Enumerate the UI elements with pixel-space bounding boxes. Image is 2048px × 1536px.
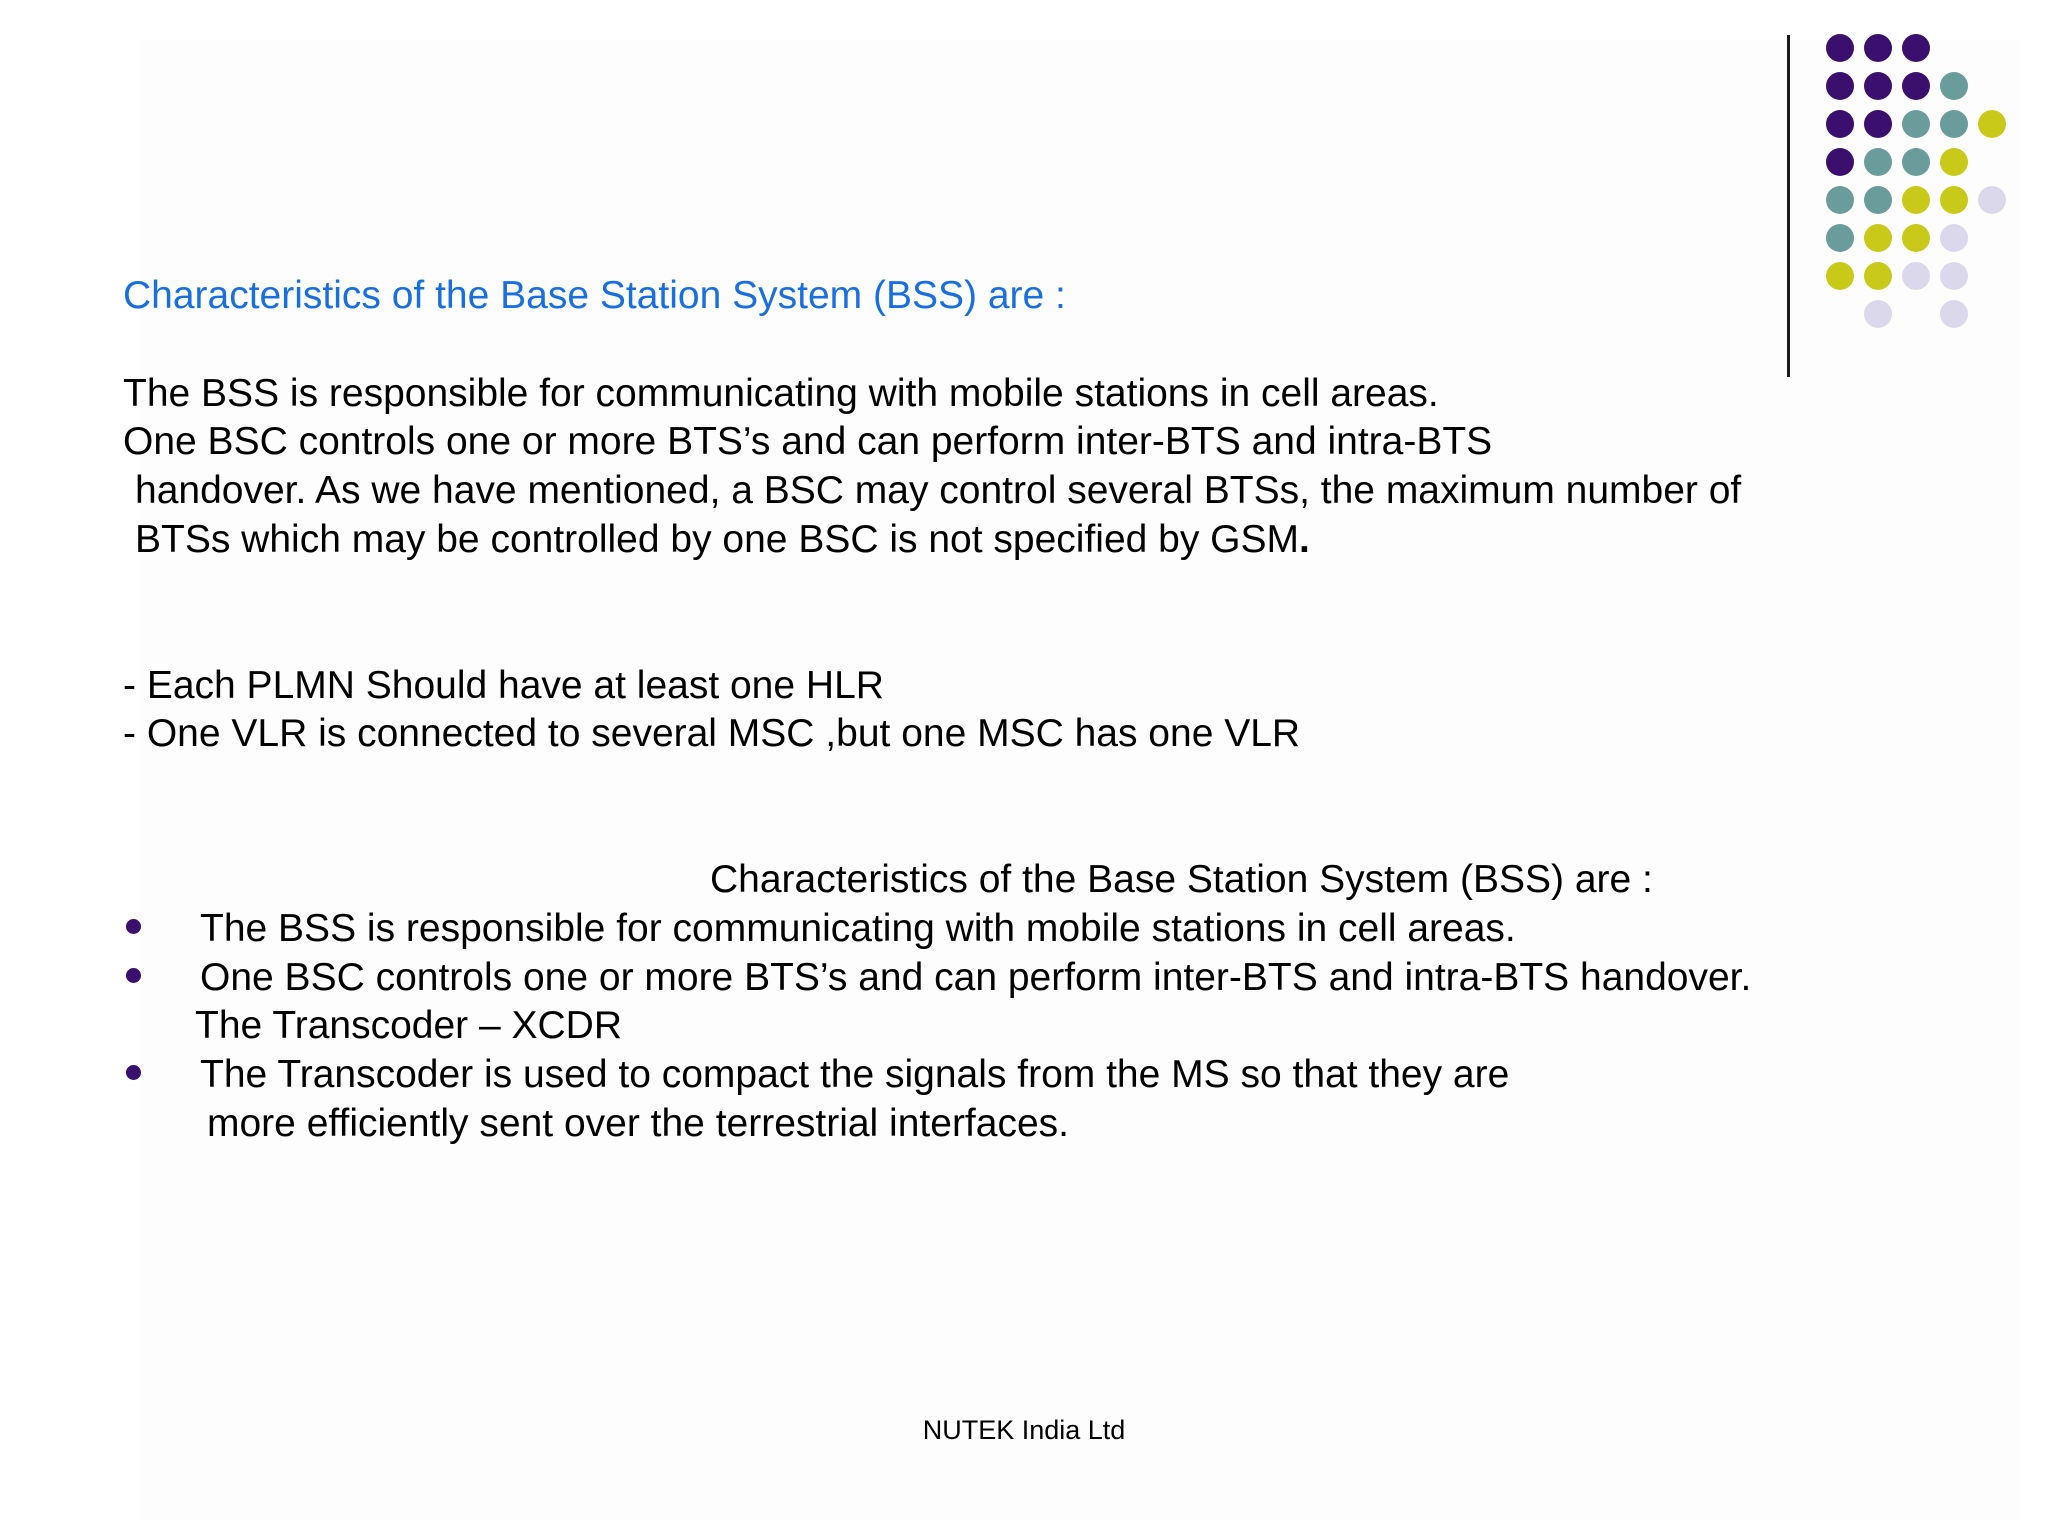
note-vlr: - One VLR is connected to several MSC ,but one MSC has one VLR (123, 712, 1301, 755)
decorative-dot (1940, 186, 1968, 214)
transcoder-subheading: The Transcoder – XCDR (195, 1004, 623, 1047)
decorative-dot (1902, 148, 1930, 176)
decorative-dot (1826, 186, 1854, 214)
decorative-dot (1902, 110, 1930, 138)
decorative-dot (1902, 224, 1930, 252)
paragraph-line-4-period: . (1299, 518, 1310, 561)
decorative-dot (1826, 34, 1854, 62)
note-hlr: - Each PLMN Should have at least one HLR (123, 664, 884, 707)
decorative-dot (1864, 72, 1892, 100)
bullet-2-text: One BSC controls one or more BTS’s and can perform inter-BTS and intra-BTS handover. (200, 956, 1752, 999)
decorative-dot (1940, 300, 1968, 328)
bullet-dot-3 (126, 1065, 141, 1080)
decorative-dot (1826, 72, 1854, 100)
slide-background (140, 40, 2020, 1520)
decorative-dot (1864, 224, 1892, 252)
heading: Characteristics of the Base Station System (BSS) are : (123, 274, 1066, 317)
decorative-dot (1978, 186, 2006, 214)
decorative-dot (1902, 72, 1930, 100)
footer-company: NUTEK India Ltd (922, 1415, 1126, 1445)
decorative-dot (1902, 186, 1930, 214)
decorative-dot (1826, 110, 1854, 138)
decorative-dot (1940, 224, 1968, 252)
decorative-dot (1940, 72, 1968, 100)
decorative-dot (1864, 262, 1892, 290)
paragraph-line-1: The BSS is responsible for communicating with mobile stations in cell areas. (123, 372, 1439, 415)
decorative-dot (1978, 110, 2006, 138)
decorative-dot (1826, 262, 1854, 290)
bullet-3-text-line-1: The Transcoder is used to compact the signals from the MS so that they are (200, 1053, 1510, 1096)
decorative-dot (1940, 110, 1968, 138)
decorative-dot (1864, 148, 1892, 176)
decorative-dot (1902, 34, 1930, 62)
section2-title: Characteristics of the Base Station System (BSS) are : (710, 858, 1653, 901)
decorative-dot (1902, 262, 1930, 290)
vertical-divider (1787, 35, 1790, 377)
bullet-dot-1 (126, 919, 141, 934)
bullet-dot-2 (126, 968, 141, 983)
decorative-dot (1864, 186, 1892, 214)
bullet-1-text: The BSS is responsible for communicating with mobile stations in cell areas. (200, 907, 1516, 950)
paragraph-line-4 (135, 516, 1310, 564)
paragraph-line-3: handover. As we have mentioned, a BSC may control several BTSs, the maximum number of (135, 469, 1742, 512)
decorative-dot (1940, 262, 1968, 290)
decorative-dot (1864, 300, 1892, 328)
decorative-dot (1826, 224, 1854, 252)
paragraph-line-2: One BSC controls one or more BTS’s and can perform inter-BTS and intra-BTS (123, 420, 1493, 463)
decorative-dot (1864, 34, 1892, 62)
decorative-dot (1826, 148, 1854, 176)
paragraph-line-4-text: BTSs which may be controlled by one BSC is not specified by GSM (135, 518, 1300, 561)
bullet-3-text-line-2: more efficiently sent over the terrestrial interfaces. (207, 1102, 1069, 1145)
decorative-dot (1864, 110, 1892, 138)
decorative-dot (1940, 148, 1968, 176)
